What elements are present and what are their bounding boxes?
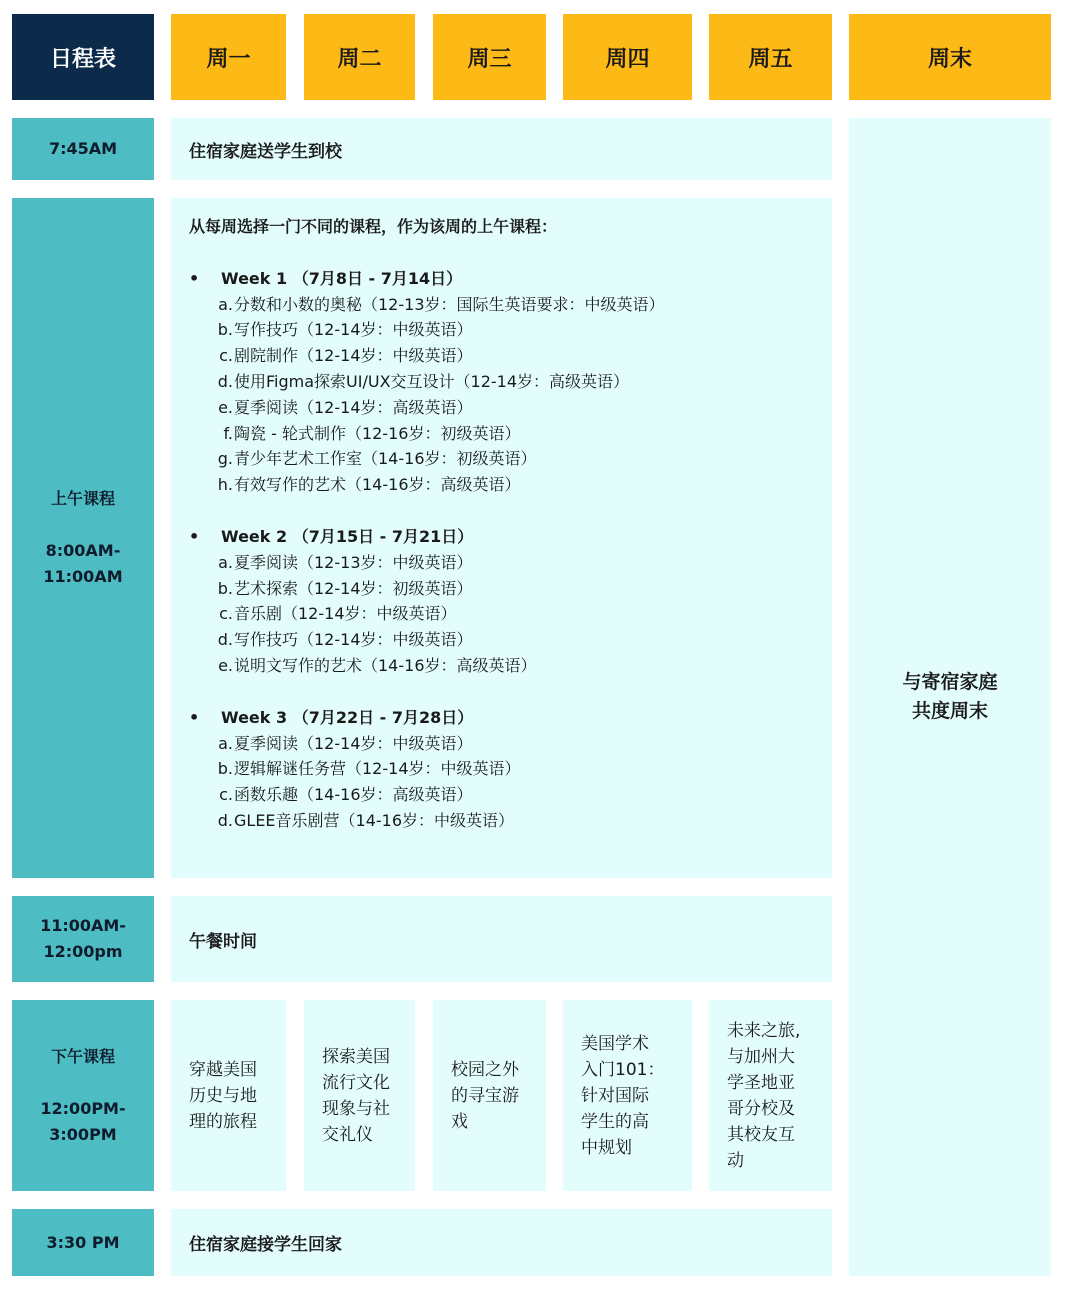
day-label: 周五	[748, 46, 793, 72]
time-label: 11:00AM	[43, 567, 123, 586]
day-label: 周四	[605, 46, 650, 72]
course-name: GLEE音乐剧营（14-16岁：中级英语）	[234, 810, 515, 830]
time-cell-lunch	[12, 896, 154, 982]
week-block	[189, 266, 814, 498]
activity-line: 与加州大	[727, 1046, 795, 1067]
course-name: 逻辑解谜任务营（12-14岁：中级英语）	[234, 759, 521, 779]
activity-text	[451, 1057, 519, 1135]
course-item	[189, 446, 814, 472]
course-letter: b.	[217, 320, 233, 340]
activity-line: 现象与社	[322, 1098, 390, 1119]
course-item	[189, 731, 814, 757]
course-item	[189, 601, 814, 627]
course-item	[189, 421, 814, 447]
activity-line: 戏	[451, 1111, 468, 1132]
week-title-text: Week 1 （7月8日 - 7月14日）	[221, 268, 463, 288]
week-title-text: Week 2 （7月15日 - 7月21日）	[221, 526, 474, 546]
course-name: 音乐剧（12-14岁：中级英语）	[234, 604, 457, 624]
course-name: 函数乐趣（14-16岁：高级英语）	[234, 785, 473, 805]
course-letter: e.	[218, 655, 233, 675]
lunch-cell	[171, 896, 832, 982]
course-letter: g.	[217, 449, 233, 469]
morning-classes-cell	[171, 198, 832, 878]
time-label: 3:30 PM	[46, 1232, 120, 1252]
course-name: 分数和小数的奥秘（12-13岁：国际生英语要求：中级英语）	[234, 294, 665, 314]
course-name: 夏季阅读（12-13岁：中级英语）	[234, 552, 473, 572]
course-item	[189, 782, 814, 808]
day-label: 周末	[927, 46, 972, 72]
activity-line: 中规划	[581, 1137, 632, 1158]
time-label: 8:00AM-	[45, 541, 121, 560]
afternoon-activity-friday	[709, 1000, 832, 1191]
activity-line: 的寻宝游	[451, 1085, 519, 1106]
dropoff-text: 住宿家庭送学生到校	[189, 141, 342, 162]
schedule-corner-title	[12, 14, 154, 100]
pickup-text: 住宿家庭接学生回家	[189, 1235, 342, 1255]
activity-text	[189, 1057, 257, 1135]
activity-line: 哥分校及	[727, 1098, 795, 1119]
weekend-text-line: 与寄宿家庭	[902, 671, 998, 693]
weekend-cell	[849, 118, 1051, 1276]
course-item	[189, 627, 814, 653]
course-item	[189, 369, 814, 395]
course-letter: b.	[217, 759, 233, 779]
course-item	[189, 576, 814, 602]
schedule-title: 日程表	[49, 46, 116, 72]
day-header-wednesday	[433, 14, 546, 100]
activity-line: 学生的高	[581, 1111, 649, 1132]
course-letter: d.	[217, 371, 233, 391]
course-letter: e.	[218, 397, 233, 417]
course-item	[189, 317, 814, 343]
afternoon-activity-thursday	[563, 1000, 692, 1191]
afternoon-activity-tuesday	[304, 1000, 415, 1191]
activity-line: 探索美国	[322, 1046, 390, 1067]
course-letter: d.	[217, 810, 233, 830]
period-title: 下午课程	[50, 1046, 115, 1066]
activity-line: 流行文化	[322, 1072, 390, 1093]
activity-line: 动	[727, 1150, 744, 1171]
time-label: 7:45AM	[48, 139, 118, 158]
time-label: 12:00PM-	[40, 1098, 126, 1118]
course-name: 写作技巧（12-14岁：中级英语）	[234, 630, 473, 650]
time-label: 3:00PM	[49, 1124, 117, 1144]
course-name: 夏季阅读（12-14岁：中级英语）	[234, 733, 473, 753]
week-list	[189, 266, 814, 834]
day-header-tuesday	[304, 14, 415, 100]
course-name: 写作技巧（12-14岁：中级英语）	[234, 320, 473, 340]
activity-line: 未来之旅,	[727, 1020, 801, 1041]
time-label: 11:00AM-	[40, 916, 126, 935]
course-name: 有效写作的艺术（14-16岁：高级英语）	[234, 475, 521, 495]
activity-line: 入门101：	[581, 1059, 665, 1080]
course-letter: a.	[218, 294, 233, 314]
course-letter: c.	[219, 785, 233, 805]
time-label: 12:00pm	[43, 942, 123, 961]
time-cell-dropoff	[12, 118, 154, 180]
course-letter: c.	[219, 604, 233, 624]
activity-text	[322, 1044, 390, 1148]
activity-line: 针对国际	[581, 1085, 649, 1106]
morning-intro: 从每周选择一门不同的课程，作为该周的上午课程：	[189, 217, 558, 236]
course-item	[189, 808, 814, 834]
time-cell-pickup	[12, 1209, 154, 1276]
course-name: 艺术探索（12-14岁：初级英语）	[234, 578, 473, 598]
course-item	[189, 472, 814, 498]
course-item	[189, 653, 814, 679]
course-letter: a.	[218, 733, 233, 753]
course-name: 说明文写作的艺术（14-16岁：高级英语）	[234, 655, 537, 675]
day-label: 周三	[467, 46, 512, 72]
activity-line: 穿越美国	[189, 1059, 257, 1080]
day-header-thursday	[563, 14, 692, 100]
pickup-cell	[171, 1209, 832, 1276]
day-header-monday	[171, 14, 286, 100]
course-item	[189, 343, 814, 369]
week-block	[189, 524, 814, 679]
time-cell-afternoon	[12, 1000, 154, 1191]
course-item	[189, 395, 814, 421]
day-header-friday	[709, 14, 832, 100]
course-name: 陶瓷 - 轮式制作（12-16岁：初级英语）	[234, 423, 521, 443]
course-letter: f.	[223, 423, 233, 443]
activity-line: 学圣地亚	[727, 1072, 795, 1093]
activity-line: 校园之外	[451, 1059, 519, 1080]
activity-line: 其校友互	[727, 1124, 795, 1145]
course-item	[189, 756, 814, 782]
course-letter: h.	[217, 475, 233, 495]
week-title	[189, 524, 814, 550]
activity-text	[727, 1018, 800, 1174]
course-letter: a.	[218, 552, 233, 572]
course-name: 使用Figma探索UI/UX交互设计（12-14岁：高级英语）	[234, 371, 630, 391]
activity-line: 交礼仪	[322, 1124, 373, 1145]
course-item	[189, 550, 814, 576]
course-letter: b.	[217, 578, 233, 598]
week-title	[189, 266, 814, 292]
week-title	[189, 705, 814, 731]
dropoff-cell	[171, 118, 832, 180]
week-block	[189, 705, 814, 834]
day-label: 周一	[206, 46, 251, 72]
activity-line: 理的旅程	[189, 1111, 257, 1132]
course-name: 剧院制作（12-14岁：中级英语）	[234, 346, 473, 366]
course-name: 青少年艺术工作室（14-16岁：初级英语）	[234, 449, 537, 469]
activity-line: 美国学术	[581, 1033, 649, 1054]
activity-text	[581, 1031, 664, 1161]
course-item	[189, 292, 814, 318]
course-letter: d.	[217, 630, 233, 650]
day-label: 周二	[337, 46, 382, 72]
afternoon-activity-wednesday	[433, 1000, 546, 1191]
lunch-text: 午餐时间	[189, 931, 257, 952]
week-title-text: Week 3 （7月22日 - 7月28日）	[221, 707, 474, 727]
day-header-weekend	[849, 14, 1051, 100]
activity-line: 历史与地	[189, 1085, 257, 1106]
weekend-text-line: 共度周末	[911, 700, 988, 722]
time-cell-morning	[12, 198, 154, 878]
afternoon-activity-monday	[171, 1000, 286, 1191]
period-title: 上午课程	[50, 489, 115, 508]
course-name: 夏季阅读（12-14岁：高级英语）	[234, 397, 473, 417]
course-letter: c.	[219, 346, 233, 366]
